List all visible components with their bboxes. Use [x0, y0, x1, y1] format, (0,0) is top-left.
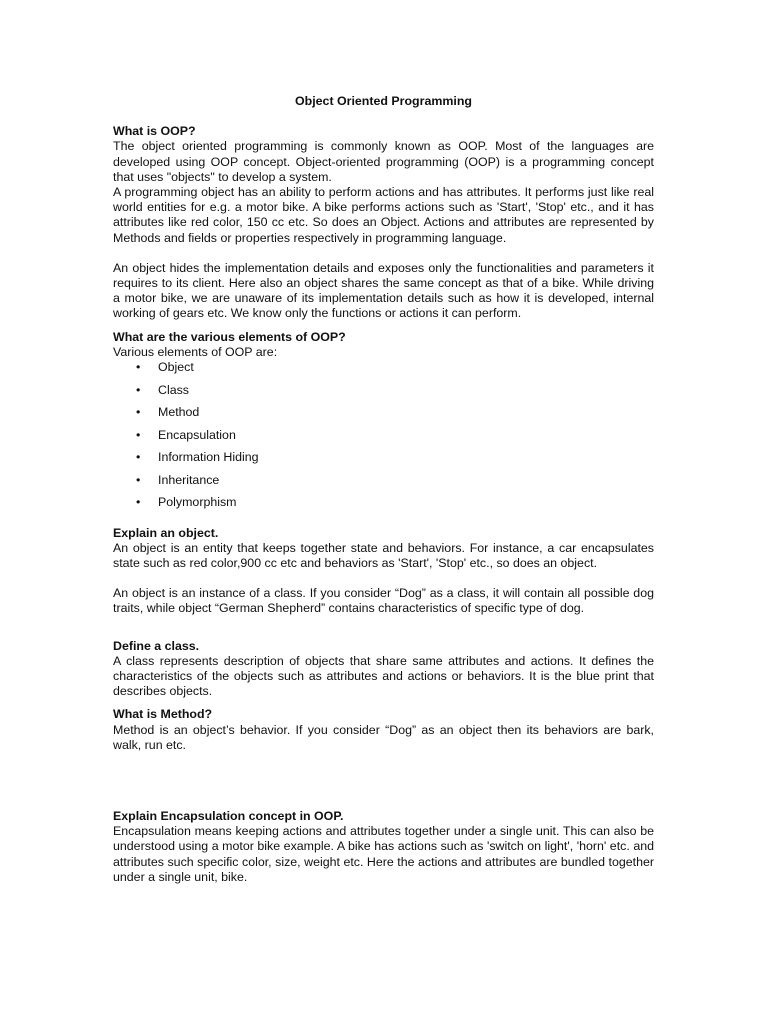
bullet-icon: • [136, 360, 141, 375]
list-item [113, 495, 654, 518]
list-item-label: Method [158, 405, 200, 420]
section-heading: Explain Encapsulation concept in OOP. [113, 808, 344, 823]
paragraph: Encapsulation means keeping actions and attributes together under a single unit. This can also be understood using a motor bike example. A bike has actions such as 'switch on light', 'horn' etc. and attributes such specific color, size, weight etc. Here the actions and attributes are bundled together under a single unit, bike. [113, 824, 654, 884]
list-item [113, 473, 654, 496]
paragraph: An object hides the implementation details and exposes only the functionalities and parameters it requires to its client. Here also an object shares the same concept as that of a bike. While driving a motor bike, we are unaware of its implementation details such as how it is developed, internal working of gears etc. We know only the functions or actions it can perform. [113, 260, 654, 321]
list-item [113, 360, 654, 383]
section-heading: What is Method? [113, 707, 213, 722]
list-item [113, 405, 654, 428]
bullet-icon: • [136, 495, 141, 510]
bullet-icon: • [136, 405, 141, 420]
list-item-label: Class [158, 382, 189, 397]
section-heading: What is OOP? [113, 124, 196, 139]
bullet-icon: • [136, 382, 141, 397]
list-item-label: Information Hiding [158, 450, 259, 465]
paragraph: An object is an instance of a class. If you consider “Dog” as a class, it will contain all possible dog traits, while object “German Shepherd” contains characteristics of specific type of dog. [113, 586, 654, 616]
section-heading: Define a class. [113, 638, 200, 653]
section-heading: What are the various elements of OOP? [113, 329, 346, 344]
section-encapsulation [113, 809, 654, 885]
document-body [113, 94, 654, 885]
list-item [113, 450, 654, 473]
list-item [113, 428, 654, 451]
list-item-label: Inheritance [158, 472, 220, 487]
section-what-is-oop [113, 124, 654, 321]
paragraph: A programming object has an ability to perform actions and has attributes. It performs just like real world entities for e.g. a motor bike. A bike performs actions such as 'Start', 'Stop' etc., and it has attributes like red color, 150 cc etc. So does an Object. Actions and attributes are represented by Methods and fields or properties respectively in programming language. [113, 185, 654, 245]
section-what-is-method [113, 707, 654, 753]
list-item [113, 383, 654, 406]
paragraph: Method is an object’s behavior. If you consider “Dog” as an object then its behaviors are bark, walk, run etc. [113, 722, 654, 752]
document-title: Object Oriented Programming [295, 94, 472, 108]
paragraph: An object is an entity that keeps together state and behaviors. For instance, a car encapsulates state such as red color,900 cc etc and behaviors as 'Start', 'Stop' etc., so does an object. [113, 540, 654, 570]
section-define-class [113, 639, 654, 700]
paragraph: A class represents description of objects that share same attributes and actions. It defines the characteristics of the objects such as attributes and actions or behaviors. It is the blue print that describes objects. [113, 653, 654, 699]
elements-list [113, 360, 654, 518]
bullet-icon: • [136, 472, 141, 487]
section-elements-of-oop [113, 330, 654, 518]
list-item-label: Object [158, 360, 194, 375]
section-explain-object [113, 526, 654, 617]
bullet-icon: • [136, 427, 141, 442]
paragraph: The object oriented programming is commonly known as OOP. Most of the languages are developed using OOP concept. Object-oriented programming (OOP) is a programming concept that uses "objects" to develop a system. [113, 139, 654, 184]
paragraph: Various elements of OOP are: [113, 344, 278, 359]
list-item-label: Encapsulation [158, 427, 236, 442]
list-item-label: Polymorphism [158, 495, 237, 510]
bullet-icon: • [136, 450, 141, 465]
section-heading: Explain an object. [113, 525, 219, 540]
